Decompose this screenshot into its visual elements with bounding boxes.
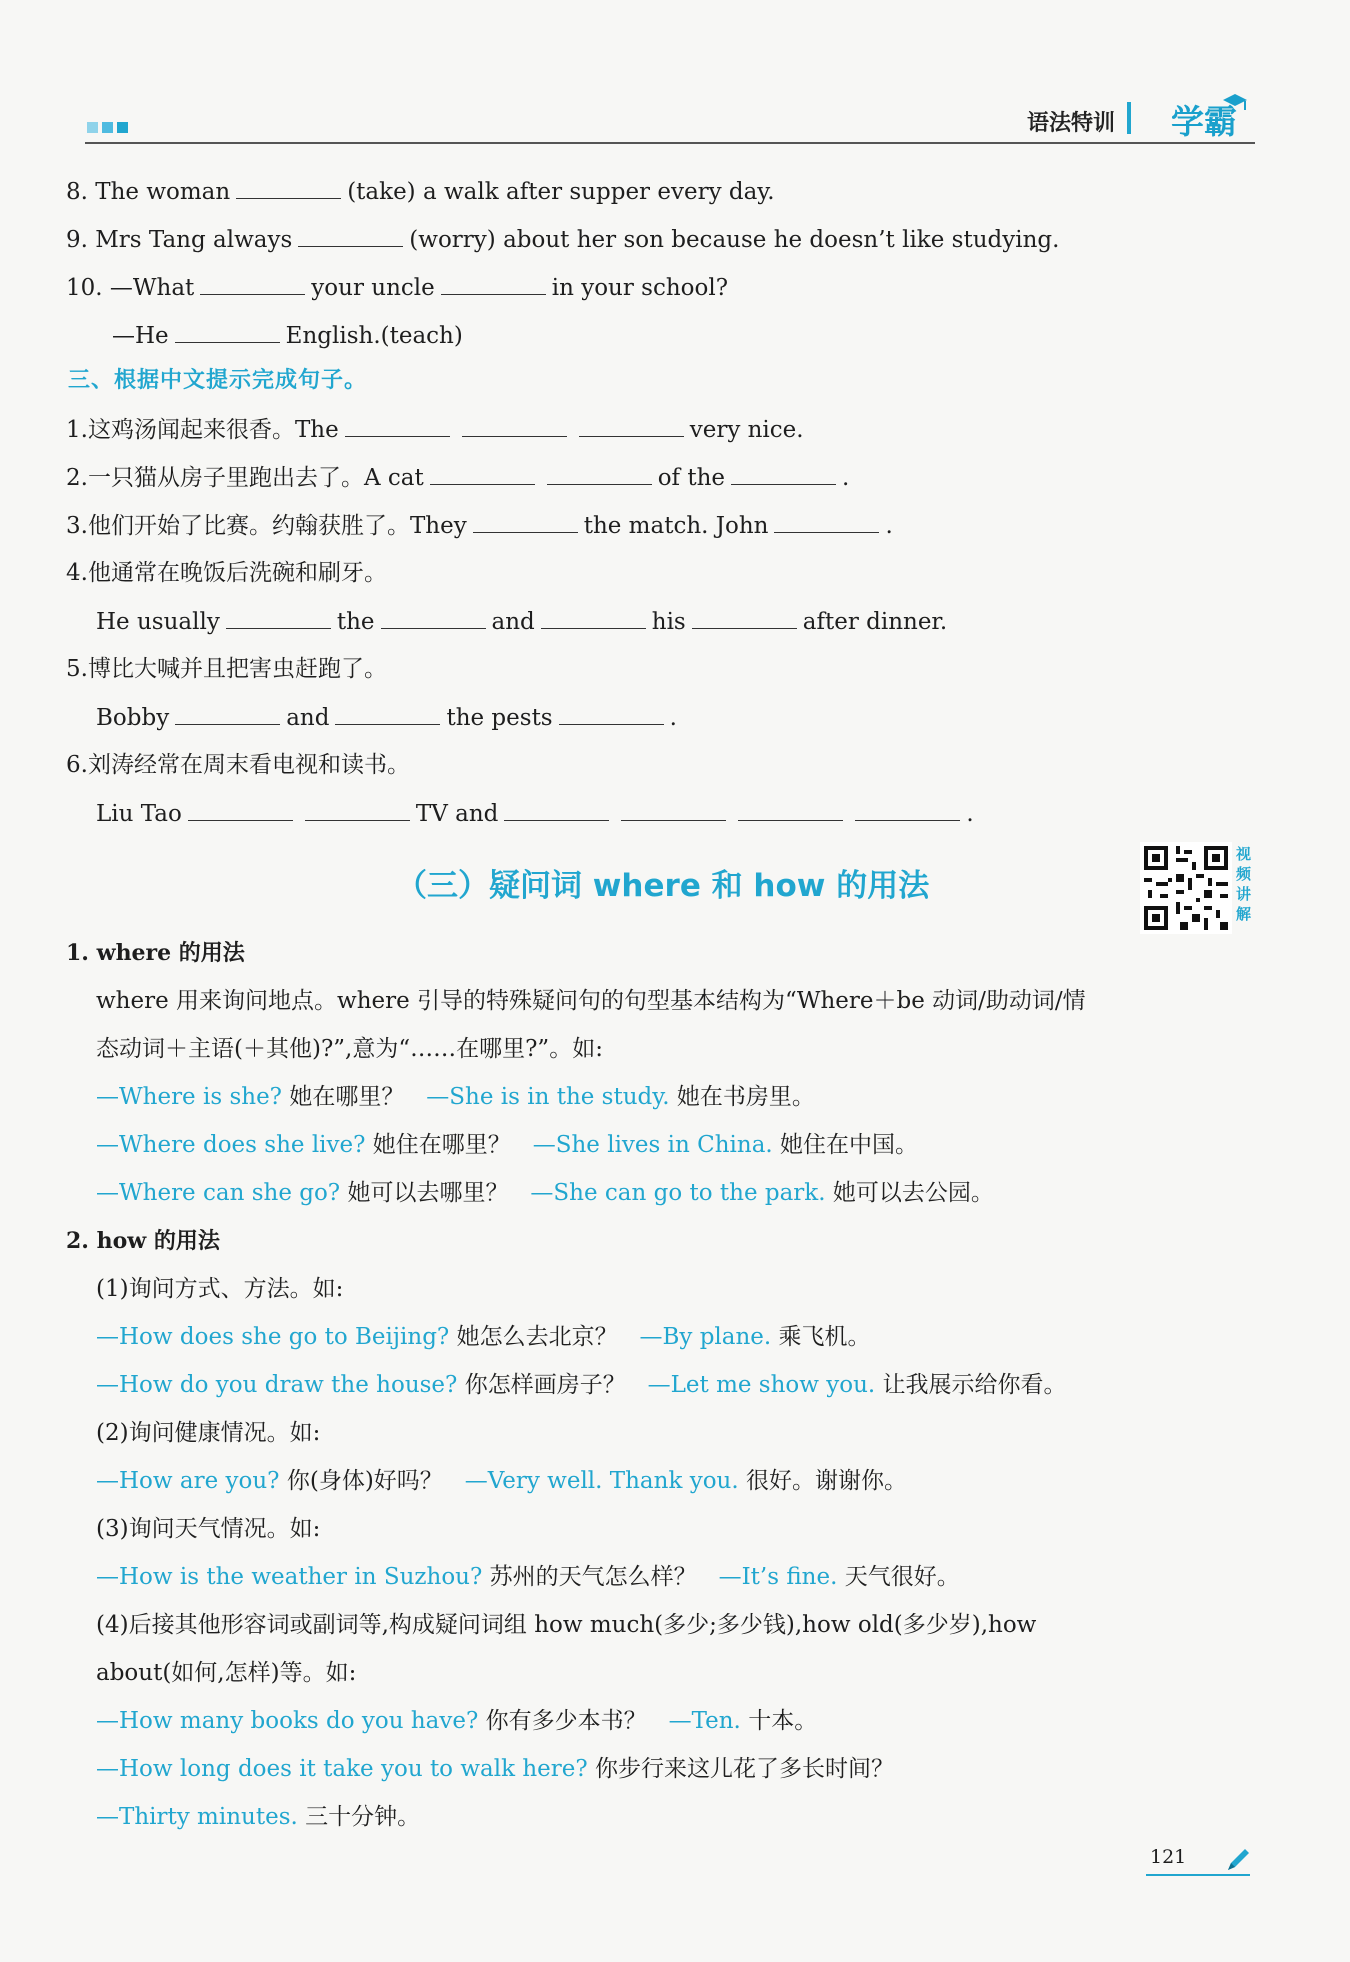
answer-blank[interactable] (579, 414, 684, 437)
where-example-1: —Where is she? 她在哪里？ —She is in the study. 她在书房里。 (96, 1084, 815, 1110)
how-subsection-1: (1)询问方式、方法。如: (96, 1276, 344, 1302)
how-example-1: —How does she go to Beijing? 她怎么去北京？ —By plane. 乘飞机。 (96, 1324, 871, 1350)
answer-blank[interactable] (547, 462, 652, 485)
header-section-title: 语法特训 (1026, 111, 1115, 136)
exercise-3-q4: He usually the and his after dinner. (96, 606, 947, 637)
question-9: 9. Mrs Tang always (worry) about her son because he doesn’t like studying. (66, 224, 1059, 255)
exercise-3-q5-chinese: 5.博比大喊并且把害虫赶跑了。 (66, 656, 387, 682)
pencil-icon (1224, 1846, 1252, 1874)
answer-blank[interactable] (541, 606, 646, 629)
answer-blank[interactable] (774, 510, 879, 533)
qr-code-icon[interactable] (1140, 842, 1232, 934)
page-number: 121 (1150, 1846, 1187, 1868)
answer-blank[interactable] (226, 606, 331, 629)
answer-blank[interactable] (462, 414, 567, 437)
brand-logo: 学霸 (1171, 102, 1237, 141)
answer-blank[interactable] (335, 702, 440, 725)
exercise-3-q1: 1.这鸡汤闻起来很香。The very nice. (66, 414, 804, 445)
answer-blank[interactable] (430, 462, 535, 485)
exercise-3-q4-chinese: 4.他通常在晚饭后洗碗和刷牙。 (66, 560, 387, 586)
question-8: 8. The woman (take) a walk after supper every day. (66, 176, 775, 207)
answer-blank[interactable] (738, 798, 843, 821)
section-title: （三）疑问词 where 和 how 的用法 (396, 868, 930, 904)
question-10-reply: —He English.(teach) (112, 320, 463, 351)
answer-blank[interactable] (855, 798, 960, 821)
how-example-4: —How is the weather in Suzhou? 苏州的天气怎么样？ —It’s fine. 天气很好。 (96, 1564, 960, 1590)
answer-blank[interactable] (175, 320, 280, 343)
graduation-cap-icon (1221, 92, 1249, 112)
answer-blank[interactable] (305, 798, 410, 821)
where-description-line1: where 用来询问地点。where 引导的特殊疑问句的句型基本结构为“Where＋be 动词/助动词/情 (96, 988, 1086, 1014)
how-example-6-answer: —Thirty minutes. 三十分钟。 (96, 1804, 421, 1830)
exercise-3-q6: Liu Tao TV and . (96, 798, 974, 829)
how-example-2: —How do you draw the house? 你怎样画房子？ —Let me show you. 让我展示给你看。 (96, 1372, 1067, 1398)
where-heading: 1. where 的用法 (66, 940, 245, 966)
header-squares-icon (87, 118, 132, 137)
how-subsection-4-line1: (4)后接其他形容词或副词等,构成疑问词组 how much(多少;多少钱),how old(多少岁),how (96, 1612, 1037, 1638)
question-10: 10. —What your uncle in your school? (66, 272, 728, 303)
header-divider (1127, 102, 1131, 134)
page-header (85, 92, 1255, 144)
how-example-3: —How are you? 你(身体)好吗？ —Very well. Thank you. 很好。谢谢你。 (96, 1468, 907, 1494)
how-example-6: —How long does it take you to walk here? 你步行来这儿花了多长时间？ (96, 1756, 895, 1782)
where-description-line2: 态动词＋主语(＋其他)?”,意为“……在哪里?”。如: (96, 1036, 603, 1062)
how-subsection-4-line2: about(如何,怎样)等。如: (96, 1660, 357, 1686)
qr-video-label: 视频讲解 (1236, 845, 1252, 923)
how-subsection-3: (3)询问天气情况。如: (96, 1516, 321, 1542)
page-number-underline (1146, 1874, 1250, 1876)
exercise-3-q3: 3.他们开始了比赛。约翰获胜了。They the match. John . (66, 510, 893, 541)
answer-blank[interactable] (731, 462, 836, 485)
answer-blank[interactable] (188, 798, 293, 821)
answer-blank[interactable] (504, 798, 609, 821)
how-example-5: —How many books do you have? 你有多少本书？ —Ten. 十本。 (96, 1708, 818, 1734)
answer-blank[interactable] (345, 414, 450, 437)
answer-blank[interactable] (473, 510, 578, 533)
answer-blank[interactable] (236, 176, 341, 199)
exercise-3-q5: Bobby and the pests . (96, 702, 677, 733)
answer-blank[interactable] (200, 272, 305, 295)
exercise-3-title: 三、根据中文提示完成句子。 (68, 368, 368, 393)
answer-blank[interactable] (175, 702, 280, 725)
where-example-3: —Where can she go? 她可以去哪里？ —She can go to the park. 她可以去公园。 (96, 1180, 994, 1206)
how-subsection-2: (2)询问健康情况。如: (96, 1420, 321, 1446)
answer-blank[interactable] (692, 606, 797, 629)
exercise-3-q2: 2.一只猫从房子里跑出去了。A cat of the . (66, 462, 849, 493)
answer-blank[interactable] (441, 272, 546, 295)
answer-blank[interactable] (298, 224, 403, 247)
where-example-2: —Where does she live? 她住在哪里？ —She lives in China. 她住在中国。 (96, 1132, 919, 1158)
answer-blank[interactable] (621, 798, 726, 821)
how-heading: 2. how 的用法 (66, 1228, 220, 1254)
answer-blank[interactable] (381, 606, 486, 629)
answer-blank[interactable] (559, 702, 664, 725)
exercise-3-q6-chinese: 6.刘涛经常在周末看电视和读书。 (66, 752, 410, 778)
